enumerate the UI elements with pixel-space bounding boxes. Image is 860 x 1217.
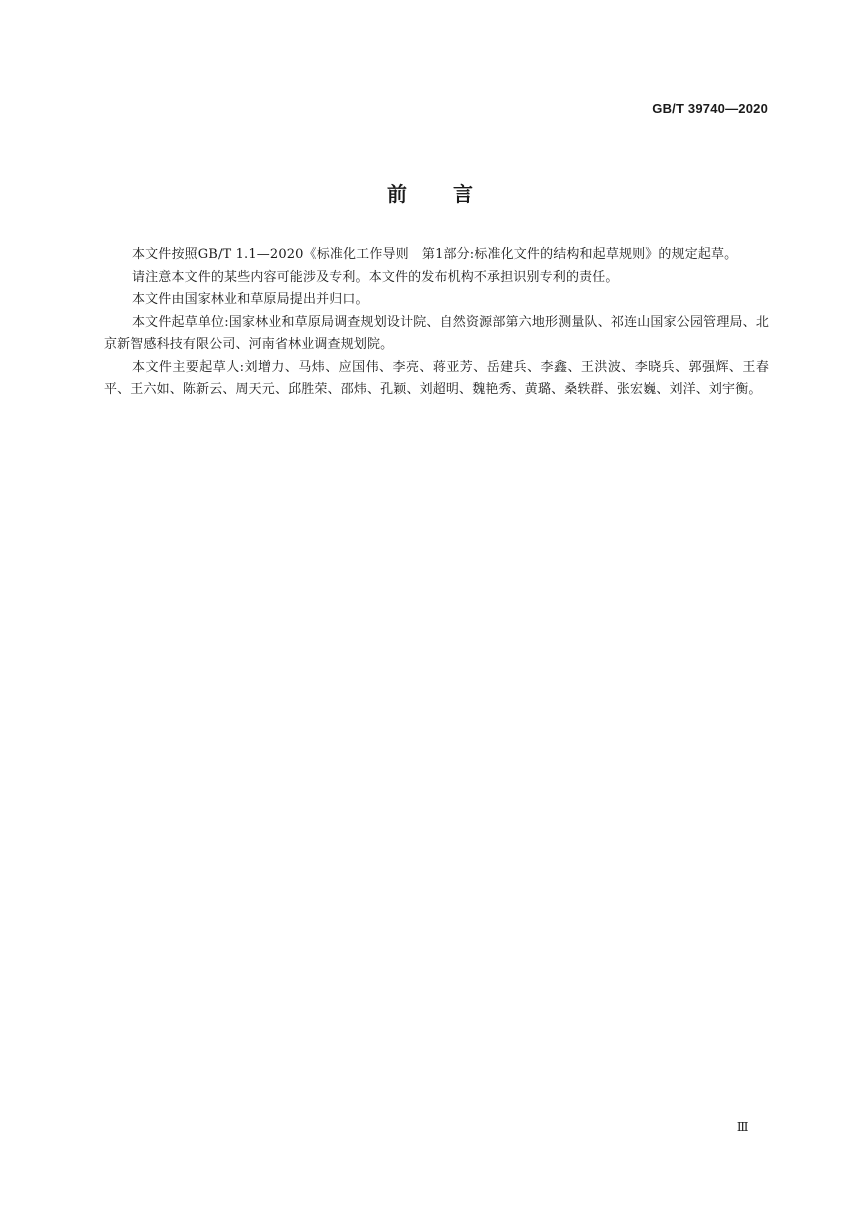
page-title: 前言 bbox=[387, 182, 519, 206]
paragraph-patent-notice: 请注意本文件的某些内容可能涉及专利。本文件的发布机构不承担识别专利的责任。 bbox=[132, 269, 619, 285]
page-number: Ⅲ bbox=[736, 1120, 748, 1134]
paragraph-drafters: 本文件主要起草人:刘增力、马炜、应国伟、李亮、蒋亚芳、岳建兵、李鑫、王洪波、李晓兵、郭强辉、王春平、王六如、陈新云、周天元、邱胜荣、邵炜、孔颖、刘超明、魏艳秀、黄璐、桑轶群、张宏巍、刘洋、刘宇衡。 bbox=[104, 359, 769, 397]
standard-number: GB/T 39740—2020 bbox=[652, 101, 768, 116]
paragraph-drafting-rules: 本文件按照GB/T 1.1—2020《标准化工作导则 第1部分:标准化文件的结构和起草规则》的规定起草。 bbox=[132, 247, 738, 262]
paragraph-drafting-units: 本文件起草单位:国家林业和草原局调查规划设计院、自然资源部第六地形测量队、祁连山国家公园管理局、北京新智感科技有限公司、河南省林业调查规划院。 bbox=[104, 314, 769, 352]
paragraph-proposer: 本文件由国家林业和草原局提出并归口。 bbox=[132, 292, 369, 307]
document-body bbox=[104, 244, 769, 402]
